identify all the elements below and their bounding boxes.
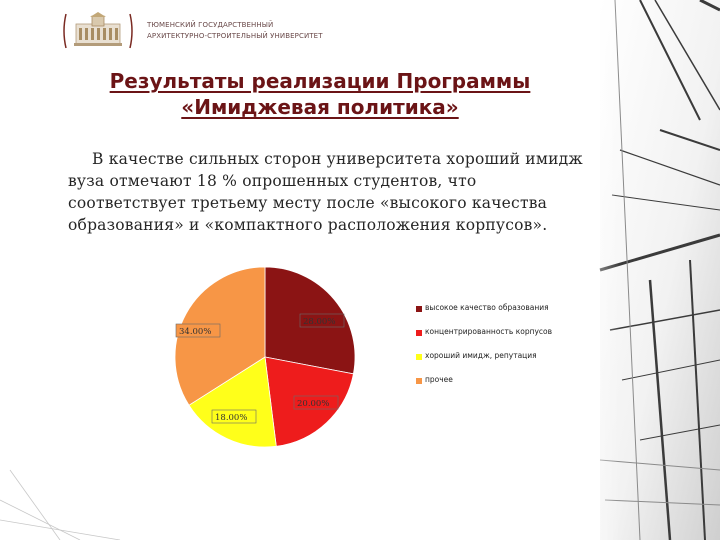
- pie-data-label-3: [212, 410, 256, 423]
- body-paragraph: В качестве сильных сторон университета хороший имидж вуза отмечают 18 % опрошенных студентов, что соответствует третьему месту после «высокого качества образования» и «компактного расположения корпусов».: [68, 150, 583, 234]
- legend-swatch: [416, 354, 422, 360]
- slide-title-line1: Результаты реализации Программы: [109, 69, 531, 93]
- svg-text:28.00%: 28.00%: [303, 317, 336, 327]
- university-name-line1: ТЮМЕНСКИЙ ГОСУДАРСТВЕННЫЙ: [147, 21, 274, 29]
- legend-item: [416, 326, 596, 350]
- pie-data-label-4: [176, 324, 220, 337]
- chart-legend: [416, 302, 596, 398]
- svg-text:20.00%: 20.00%: [297, 399, 330, 409]
- university-name-line2: АРХИТЕКТУРНО-СТРОИТЕЛЬНЫЙ УНИВЕРСИТЕТ: [147, 32, 323, 40]
- slide-title-line2: «Имиджевая политика»: [181, 95, 459, 119]
- legend-label: хороший имидж, репутация: [425, 351, 537, 360]
- legend-item: [416, 302, 596, 326]
- legend-swatch: [416, 330, 422, 336]
- svg-text:18.00%: 18.00%: [215, 413, 248, 423]
- pie-data-label-1: [300, 314, 344, 327]
- pie-data-label-2: [294, 396, 338, 409]
- legend-label: прочее: [425, 375, 453, 384]
- legend-item: [416, 350, 596, 374]
- legend-label: высокое качество образования: [425, 303, 549, 312]
- legend-swatch: [416, 378, 422, 384]
- legend-label: концентрированность корпусов: [425, 327, 553, 336]
- legend-swatch: [416, 306, 422, 312]
- legend-item: [416, 374, 596, 398]
- svg-text:34.00%: 34.00%: [179, 327, 212, 337]
